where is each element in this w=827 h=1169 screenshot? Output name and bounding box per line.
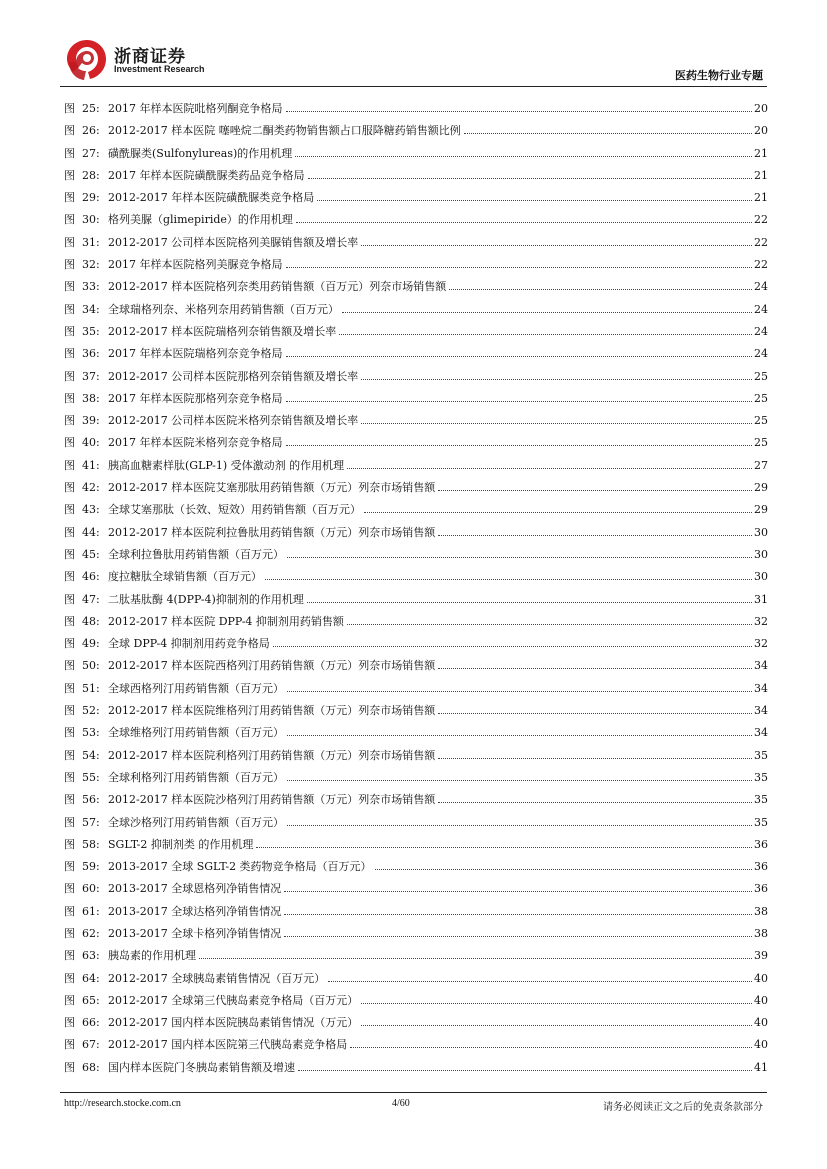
toc-figure-number: 60: <box>82 882 100 896</box>
toc-page-number: 40 <box>754 993 768 1007</box>
toc-page-number: 34 <box>754 659 768 673</box>
toc-figure-title: 全球维格列汀用药销售额（百万元） <box>108 726 284 740</box>
toc-figure-label: 图 <box>64 168 75 182</box>
toc-page-number: 35 <box>754 793 768 807</box>
toc-page-number: 34 <box>754 704 768 718</box>
toc-dot-leader <box>361 1025 752 1026</box>
toc-dot-leader <box>438 713 752 714</box>
toc-figure-label: 图 <box>64 458 75 472</box>
toc-figure-title: 2012-2017 公司样本医院米格列奈销售额及增长率 <box>108 414 359 428</box>
toc-page-number: 40 <box>754 1038 768 1052</box>
toc-dot-leader <box>347 624 752 625</box>
toc-page-number: 30 <box>754 570 768 584</box>
toc-figure-number: 32: <box>82 258 100 272</box>
toc-dot-leader <box>375 869 752 870</box>
toc-figure-label: 图 <box>64 1038 75 1052</box>
toc-figure-number: 39: <box>82 414 100 428</box>
toc-entry[interactable] <box>64 859 768 881</box>
report-category-title: 医药生物行业专题 <box>675 69 763 82</box>
toc-figure-label: 图 <box>64 503 75 517</box>
toc-page-number: 31 <box>754 592 768 606</box>
toc-entry[interactable] <box>64 458 768 480</box>
toc-entry[interactable] <box>64 1015 768 1037</box>
toc-entry[interactable] <box>64 926 768 948</box>
toc-entry[interactable] <box>64 502 768 524</box>
toc-entry[interactable] <box>64 948 768 970</box>
toc-entry[interactable] <box>64 123 768 145</box>
toc-figure-number: 62: <box>82 926 100 940</box>
toc-figure-title: 全球沙格列汀用药销售额（百万元） <box>108 815 284 829</box>
toc-figure-title: 2017 年样本医院格列美脲竞争格局 <box>108 258 283 272</box>
toc-figure-title: 全球瑞格列奈、米格列奈用药销售额（百万元） <box>108 302 339 316</box>
toc-figure-label: 图 <box>64 525 75 539</box>
toc-dot-leader <box>265 579 752 580</box>
toc-figure-number: 28: <box>82 168 100 182</box>
logo-chinese-name: 浙商证券 <box>114 47 186 67</box>
toc-figure-title: 全球西格列汀用药销售额（百万元） <box>108 681 284 695</box>
toc-dot-leader <box>350 1047 752 1048</box>
toc-dot-leader <box>347 468 752 469</box>
toc-figure-label: 图 <box>64 815 75 829</box>
toc-figure-title: 磺酰脲类(Sulfonylureas)的作用机理 <box>108 146 293 160</box>
toc-figure-title: 全球 DPP-4 抑制剂用药竞争格局 <box>108 637 270 651</box>
toc-figure-title: 2012-2017 样本医院格列奈类用药销售额（百万元）列奈市场销售额 <box>108 280 447 294</box>
toc-figure-label: 图 <box>64 949 75 963</box>
toc-figure-number: 25: <box>82 102 100 115</box>
toc-dot-leader <box>438 668 752 669</box>
toc-figure-number: 63: <box>82 949 100 963</box>
toc-entry[interactable] <box>64 235 768 257</box>
toc-page-number: 35 <box>754 748 768 762</box>
toc-page-number: 24 <box>754 302 768 316</box>
toc-figure-title: 2012-2017 年样本医院磺酰脲类竞争格局 <box>108 191 315 205</box>
toc-figure-label: 图 <box>64 146 75 160</box>
toc-entry[interactable] <box>64 190 768 212</box>
toc-figure-title: 2017 年样本医院那格列奈竞争格局 <box>108 391 283 405</box>
toc-figure-number: 26: <box>82 124 100 138</box>
toc-page-number: 32 <box>754 637 768 651</box>
zheshang-logo-icon <box>64 38 110 82</box>
toc-entry[interactable] <box>64 413 768 435</box>
header-divider <box>60 86 767 87</box>
toc-figure-number: 30: <box>82 213 100 227</box>
toc-figure-number: 49: <box>82 637 100 651</box>
toc-dot-leader <box>256 847 752 848</box>
toc-figure-number: 38: <box>82 391 100 405</box>
toc-figure-title: 2012-2017 全球胰岛素销售情况（百万元） <box>108 971 326 985</box>
toc-figure-label: 图 <box>64 971 75 985</box>
toc-dot-leader <box>286 111 753 112</box>
toc-figure-title: 2012-2017 样本医院沙格列汀用药销售额（万元）列奈市场销售额 <box>108 793 436 807</box>
toc-figure-label: 图 <box>64 302 75 316</box>
toc-figure-number: 53: <box>82 726 100 740</box>
toc-entry[interactable] <box>64 324 768 346</box>
toc-entry[interactable] <box>64 279 768 301</box>
toc-figure-label: 图 <box>64 993 75 1007</box>
toc-figure-label: 图 <box>64 748 75 762</box>
toc-page-number: 24 <box>754 347 768 361</box>
toc-page-number: 24 <box>754 280 768 294</box>
toc-entry[interactable] <box>64 569 768 591</box>
toc-dot-leader <box>464 133 752 134</box>
toc-figure-number: 56: <box>82 793 100 807</box>
toc-figure-label: 图 <box>64 235 75 249</box>
toc-entry[interactable] <box>64 614 768 636</box>
toc-figure-number: 31: <box>82 235 100 249</box>
toc-entry[interactable] <box>64 435 768 457</box>
toc-figure-label: 图 <box>64 726 75 740</box>
toc-page-number: 39 <box>754 949 768 963</box>
toc-page-number: 30 <box>754 547 768 561</box>
toc-figure-title: 2012-2017 样本医院利拉鲁肽用药销售额（万元）列奈市场销售额 <box>108 525 436 539</box>
toc-figure-label: 图 <box>64 547 75 561</box>
toc-figure-number: 43: <box>82 503 100 517</box>
toc-dot-leader <box>317 200 752 201</box>
toc-figure-number: 44: <box>82 525 100 539</box>
toc-figure-title: 2012-2017 样本医院 DPP-4 抑制剂用药销售额 <box>108 614 344 628</box>
toc-dot-leader <box>308 178 753 179</box>
toc-page-number: 30 <box>754 525 768 539</box>
toc-figure-label: 图 <box>64 280 75 294</box>
toc-figure-number: 48: <box>82 614 100 628</box>
toc-page-number: 35 <box>754 815 768 829</box>
toc-page-number: 36 <box>754 860 768 874</box>
toc-entry[interactable] <box>64 1037 768 1059</box>
toc-figure-label: 图 <box>64 704 75 718</box>
toc-entry[interactable] <box>64 391 768 413</box>
toc-page-number: 29 <box>754 481 768 495</box>
company-logo <box>64 38 234 82</box>
toc-figure-label: 图 <box>64 191 75 205</box>
toc-figure-number: 58: <box>82 837 100 851</box>
toc-entry[interactable] <box>64 168 768 190</box>
toc-figure-title: 2012-2017 样本医院艾塞那肽用药销售额（万元）列奈市场销售额 <box>108 481 436 495</box>
toc-figure-number: 64: <box>82 971 100 985</box>
toc-dot-leader <box>342 312 752 313</box>
toc-figure-title: 胰岛素的作用机理 <box>108 949 196 963</box>
footer-website-link[interactable]: http://research.stocke.com.cn <box>64 1098 181 1109</box>
toc-entry[interactable] <box>64 815 768 837</box>
toc-figure-title: 全球利拉鲁肽用药销售额（百万元） <box>108 547 284 561</box>
toc-entry[interactable] <box>64 748 768 770</box>
toc-dot-leader <box>287 780 752 781</box>
toc-dot-leader <box>284 936 752 937</box>
toc-page-number: 35 <box>754 770 768 784</box>
toc-figure-label: 图 <box>64 570 75 584</box>
toc-figure-title: 2012-2017 国内样本医院第三代胰岛素竞争格局 <box>108 1038 348 1052</box>
toc-figure-label: 图 <box>64 391 75 405</box>
toc-dot-leader <box>287 691 752 692</box>
toc-page-number: 36 <box>754 882 768 896</box>
toc-figure-title: 国内样本医院门冬胰岛素销售额及增速 <box>108 1060 295 1074</box>
toc-figure-title: 2012-2017 国内样本医院胰岛素销售情况（万元） <box>108 1016 359 1030</box>
toc-page-number: 40 <box>754 1016 768 1030</box>
toc-entry[interactable] <box>64 904 768 926</box>
toc-figure-label: 图 <box>64 681 75 695</box>
toc-figure-label: 图 <box>64 904 75 918</box>
toc-entry[interactable] <box>64 770 768 792</box>
logo-english-name: Investment Research <box>114 64 205 74</box>
toc-figure-label: 图 <box>64 124 75 138</box>
toc-entry[interactable] <box>64 636 768 658</box>
toc-dot-leader <box>287 735 752 736</box>
toc-figure-label: 图 <box>64 637 75 651</box>
toc-dot-leader <box>287 825 752 826</box>
toc-figure-title: 2012-2017 样本医院西格列汀用药销售额（万元）列奈市场销售额 <box>108 659 436 673</box>
toc-page-number: 25 <box>754 436 768 450</box>
toc-entry[interactable] <box>64 1060 768 1082</box>
toc-entry[interactable] <box>64 681 768 703</box>
toc-page-number: 20 <box>754 124 768 138</box>
toc-entry[interactable] <box>64 101 768 123</box>
toc-figure-title: 2017 年样本医院瑞格列奈竞争格局 <box>108 347 283 361</box>
toc-entry[interactable] <box>64 369 768 391</box>
toc-figure-number: 29: <box>82 191 100 205</box>
toc-page-number: 36 <box>754 837 768 851</box>
toc-figure-number: 46: <box>82 570 100 584</box>
toc-figure-number: 54: <box>82 748 100 762</box>
toc-page-number: 38 <box>754 904 768 918</box>
toc-dot-leader <box>286 445 753 446</box>
toc-figure-number: 45: <box>82 547 100 561</box>
toc-dot-leader <box>286 401 753 402</box>
toc-entry[interactable] <box>64 480 768 502</box>
toc-figure-title: 2012-2017 公司样本医院格列美脲销售额及增长率 <box>108 235 359 249</box>
toc-figure-title: 2012-2017 样本医院 噻唑烷二酮类药物销售额占口服降糖药销售额比例 <box>108 124 461 138</box>
toc-figure-title: 二肽基肽酶 4(DPP-4)抑制剂的作用机理 <box>108 592 304 606</box>
toc-figure-label: 图 <box>64 793 75 807</box>
toc-figure-title: 2012-2017 样本医院利格列汀用药销售额（万元）列奈市场销售额 <box>108 748 436 762</box>
toc-figure-label: 图 <box>64 860 75 874</box>
toc-figure-number: 66: <box>82 1016 100 1030</box>
toc-dot-leader <box>438 535 752 536</box>
toc-entry[interactable] <box>64 881 768 903</box>
toc-entry[interactable] <box>64 703 768 725</box>
toc-page-number: 29 <box>754 503 768 517</box>
toc-dot-leader <box>438 490 752 491</box>
toc-figure-label: 图 <box>64 882 75 896</box>
toc-dot-leader <box>286 267 753 268</box>
toc-figure-title: 2017 年样本医院米格列奈竞争格局 <box>108 436 283 450</box>
toc-entry[interactable] <box>64 212 768 234</box>
toc-entry[interactable] <box>64 302 768 324</box>
toc-page-number: 34 <box>754 726 768 740</box>
toc-figure-label: 图 <box>64 324 75 338</box>
figure-list <box>64 101 768 1082</box>
toc-page-number: 24 <box>754 324 768 338</box>
toc-page-number: 38 <box>754 926 768 940</box>
toc-figure-label: 图 <box>64 770 75 784</box>
toc-figure-title: 2012-2017 样本医院维格列汀用药销售额（万元）列奈市场销售额 <box>108 704 436 718</box>
toc-figure-label: 图 <box>64 481 75 495</box>
toc-dot-leader <box>361 245 752 246</box>
toc-figure-number: 33: <box>82 280 100 294</box>
toc-page-number: 20 <box>754 102 768 115</box>
toc-dot-leader <box>287 557 752 558</box>
toc-page-number: 21 <box>754 191 768 205</box>
toc-figure-title: 2013-2017 全球恩格列净销售情况 <box>108 882 282 896</box>
toc-dot-leader <box>361 379 752 380</box>
toc-figure-label: 图 <box>64 414 75 428</box>
toc-figure-title: 胰高血糖素样肽(GLP-1) 受体激动剂 的作用机理 <box>108 458 345 472</box>
toc-figure-number: 68: <box>82 1060 100 1074</box>
toc-figure-number: 47: <box>82 592 100 606</box>
toc-dot-leader <box>295 156 752 157</box>
toc-figure-label: 图 <box>64 102 75 115</box>
toc-figure-label: 图 <box>64 1016 75 1030</box>
toc-page-number: 40 <box>754 971 768 985</box>
toc-dot-leader <box>284 891 752 892</box>
toc-figure-title: 度拉糖肽全球销售额（百万元） <box>108 570 262 584</box>
toc-figure-label: 图 <box>64 926 75 940</box>
toc-entry[interactable] <box>64 837 768 859</box>
toc-page-number: 22 <box>754 235 768 249</box>
toc-entry[interactable] <box>64 725 768 747</box>
toc-figure-number: 67: <box>82 1038 100 1052</box>
toc-entry[interactable] <box>64 257 768 279</box>
toc-figure-title: SGLT-2 抑制剂类 的作用机理 <box>108 837 254 851</box>
toc-dot-leader <box>286 356 753 357</box>
toc-figure-number: 42: <box>82 481 100 495</box>
toc-figure-number: 40: <box>82 436 100 450</box>
toc-page-number: 21 <box>754 146 768 160</box>
toc-page-number: 22 <box>754 258 768 272</box>
toc-figure-label: 图 <box>64 213 75 227</box>
toc-dot-leader <box>296 222 752 223</box>
toc-figure-title: 全球利格列汀用药销售额（百万元） <box>108 770 284 784</box>
toc-figure-title: 2012-2017 全球第三代胰岛素竞争格局（百万元） <box>108 993 359 1007</box>
toc-figure-number: 41: <box>82 458 100 472</box>
toc-figure-number: 50: <box>82 659 100 673</box>
toc-figure-number: 27: <box>82 146 100 160</box>
page-number: 4/60 <box>392 1098 410 1109</box>
toc-dot-leader <box>339 334 752 335</box>
toc-dot-leader <box>438 758 752 759</box>
toc-figure-number: 59: <box>82 860 100 874</box>
toc-dot-leader <box>307 602 752 603</box>
toc-entry[interactable] <box>64 792 768 814</box>
toc-figure-number: 35: <box>82 324 100 338</box>
toc-figure-title: 格列美脲（glimepiride）的作用机理 <box>108 213 293 227</box>
toc-figure-label: 图 <box>64 258 75 272</box>
toc-entry[interactable] <box>64 971 768 993</box>
toc-figure-number: 36: <box>82 347 100 361</box>
toc-figure-label: 图 <box>64 659 75 673</box>
toc-figure-title: 2013-2017 全球卡格列净销售情况 <box>108 926 282 940</box>
toc-dot-leader <box>328 981 752 982</box>
toc-page-number: 22 <box>754 213 768 227</box>
toc-figure-number: 57: <box>82 815 100 829</box>
footer-divider <box>60 1092 767 1093</box>
toc-entry[interactable] <box>64 525 768 547</box>
toc-dot-leader <box>449 289 752 290</box>
toc-figure-title: 2017 年样本医院吡格列酮竞争格局 <box>108 102 283 115</box>
disclaimer-note: 请务必阅读正文之后的免责条款部分 <box>603 1102 763 1113</box>
toc-page-number: 21 <box>754 168 768 182</box>
toc-figure-number: 61: <box>82 904 100 918</box>
toc-entry[interactable] <box>64 547 768 569</box>
toc-page-number: 32 <box>754 614 768 628</box>
toc-page-number: 34 <box>754 681 768 695</box>
toc-figure-title: 2012-2017 公司样本医院那格列奈销售额及增长率 <box>108 369 359 383</box>
toc-entry[interactable] <box>64 146 768 168</box>
toc-figure-title: 2013-2017 全球 SGLT-2 类药物竞争格局（百万元） <box>108 860 372 874</box>
toc-figure-label: 图 <box>64 614 75 628</box>
toc-entry[interactable] <box>64 658 768 680</box>
toc-figure-label: 图 <box>64 592 75 606</box>
toc-dot-leader <box>199 958 752 959</box>
toc-figure-label: 图 <box>64 837 75 851</box>
toc-figure-title: 2013-2017 全球达格列净销售情况 <box>108 904 282 918</box>
toc-figure-number: 37: <box>82 369 100 383</box>
toc-dot-leader <box>284 914 752 915</box>
toc-figure-number: 65: <box>82 993 100 1007</box>
toc-page-number: 41 <box>754 1060 768 1074</box>
toc-figure-label: 图 <box>64 347 75 361</box>
toc-dot-leader <box>273 646 752 647</box>
toc-entry[interactable] <box>64 346 768 368</box>
toc-figure-number: 34: <box>82 302 100 316</box>
toc-page-number: 25 <box>754 369 768 383</box>
toc-figure-label: 图 <box>64 436 75 450</box>
toc-page-number: 25 <box>754 391 768 405</box>
toc-dot-leader <box>361 423 752 424</box>
toc-dot-leader <box>438 802 752 803</box>
toc-figure-number: 55: <box>82 770 100 784</box>
toc-page-number: 27 <box>754 458 768 472</box>
toc-figure-number: 51: <box>82 681 100 695</box>
toc-figure-title: 2012-2017 样本医院瑞格列奈销售额及增长率 <box>108 324 337 338</box>
toc-entry[interactable] <box>64 993 768 1015</box>
toc-entry[interactable] <box>64 592 768 614</box>
toc-dot-leader <box>298 1070 752 1071</box>
toc-dot-leader <box>364 512 752 513</box>
toc-figure-label: 图 <box>64 369 75 383</box>
toc-figure-title: 全球艾塞那肽（长效、短效）用药销售额（百万元） <box>108 503 361 517</box>
toc-dot-leader <box>361 1003 752 1004</box>
toc-page-number: 25 <box>754 414 768 428</box>
toc-figure-label: 图 <box>64 1060 75 1074</box>
toc-figure-number: 52: <box>82 704 100 718</box>
toc-figure-title: 2017 年样本医院磺酰脲类药品竞争格局 <box>108 168 305 182</box>
